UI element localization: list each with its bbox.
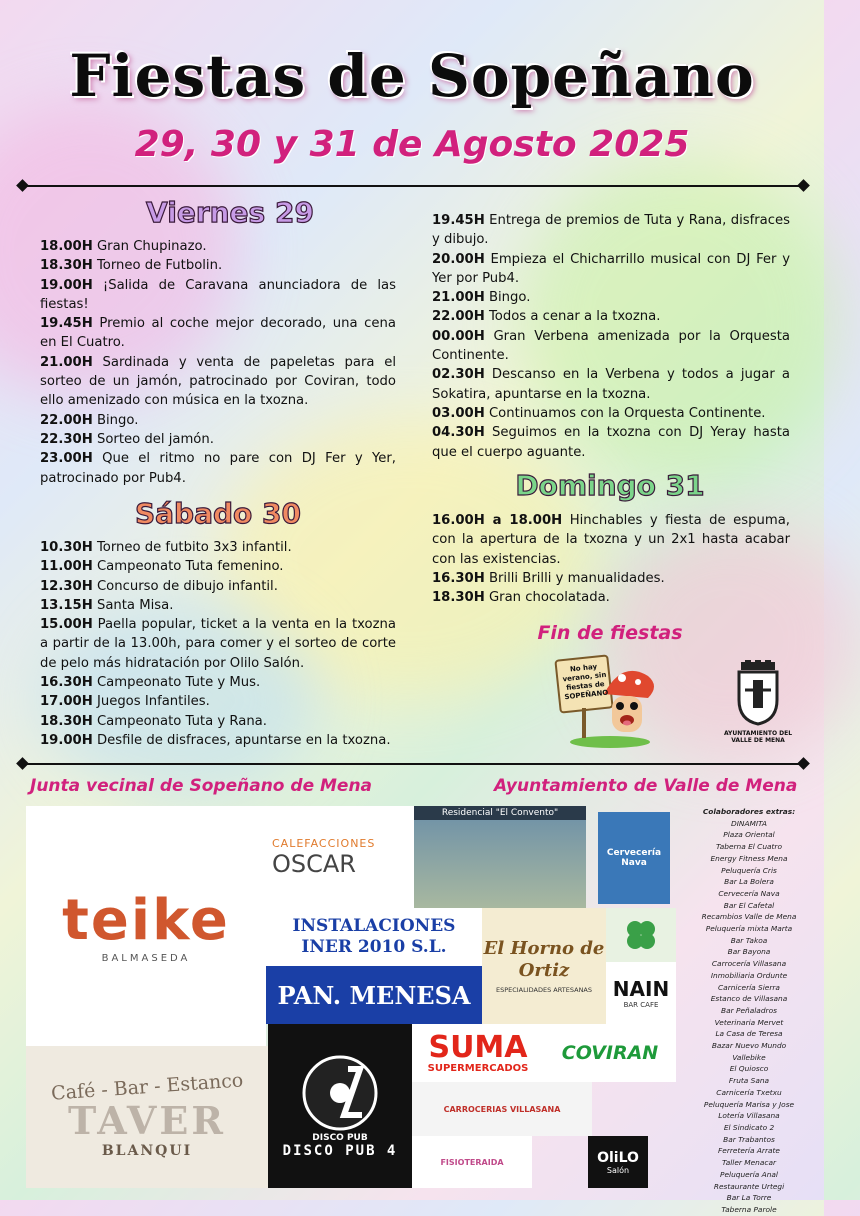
sponsors-collage [26,806,798,1190]
sunday-schedule [432,511,790,607]
bottom-divider [22,763,804,765]
crest-icon [731,660,785,726]
list-item: Peluquería Anal [720,1169,778,1179]
list-item: Carnicería Sierra [718,982,780,992]
list-item: 19.45H Premio al coche mejor decorado, una cena en El Cuatro. [40,316,396,351]
list-item: Bar Takoa [730,935,768,945]
list-item: 16.00H a 18.00H Hinchables y fiesta de espuma, con la apertura de la txozna y un 2x1 hasta acabar con las existencias. [432,513,790,567]
list-item: Peluquería Cris [721,865,777,875]
list-item: 18.30H Campeonato Tuta y Rana. [40,713,267,729]
list-item: Peluquería mixta Marta [705,924,793,934]
friday-schedule [40,237,396,488]
list-item: 17.00H Juegos Infantiles. [40,694,210,710]
mascot-sign-text: No hay verano, sin fiestas de SOPEÑANO [562,662,609,702]
teike-logo: teike BALMASEDA [26,806,266,1046]
list-item: 00.00H Gran Verbena amenizada por la Orquesta Continente. [432,328,791,364]
town-crest [722,660,794,748]
saturday-title: Sábado 30 [135,497,301,530]
coviran-logo: COVIRAN [544,1024,676,1082]
fin-de-fiestas: Fin de fiestas [537,622,683,644]
horno-ortiz-logo: El Horno de Ortiz ESPECIALIDADES ARTESANAS [482,908,606,1024]
poster-title: Fiestas de Sopeñano [69,42,755,110]
suma-logo: SUMA SUPERMERCADOS [412,1024,544,1082]
clover-icon [623,917,659,953]
list-item: 19.00H ¡Salida de Caravana anunciadora de las fiestas! [40,277,396,312]
list-item: 10.30H Torneo de futbito 3x3 infantil. [40,540,292,555]
list-item: Bar El Cafetal [723,900,775,910]
list-item: 16.30H Brilli Brilli y manualidades. [432,570,665,586]
list-item: 02.30H Descanso en la Verbena y todos a jugar a Sokatira, apuntarse en la txozna. [432,367,790,402]
cerveceria-ad: Cervecería Nava [598,812,670,904]
list-item: Cervecería Nava [718,888,780,898]
top-divider [22,185,804,187]
list-item: El Quiosco [729,1064,769,1074]
list-item: DINAMITA [731,818,767,828]
list-item: 11.00H Campeonato Tuta femenino. [40,559,284,575]
list-item: Ferretería Arrate [718,1146,780,1156]
oscar-logo: CALEFACCIONES OSCAR [266,806,414,908]
vinyl-record-icon [300,1053,380,1133]
list-item: 03.00H Continuamos con la Orquesta Continente. [432,405,766,421]
list-item: Energy Fitness Mena [710,853,788,863]
list-item: Bar Peñaladros [721,1005,777,1015]
collab-names [690,818,808,1216]
list-item: Bar La Torre [726,1193,772,1203]
list-item: Vallebike [732,1052,766,1062]
list-item: Peluquería Marisa y Jose [703,1099,795,1109]
list-item: 19.45H Entrega de premios de Tuta y Rana, disfraces y dibujo. [432,213,790,248]
friday-title: Viernes 29 [146,196,314,229]
list-item: Bazar Nuevo Mundo [711,1041,787,1051]
ayuntamiento-label: Ayuntamiento de Valle de Mena [494,776,798,796]
list-item: Taller Menacar [721,1158,777,1168]
list-item: Carnicería Txetxu [716,1087,782,1097]
list-item: Carrocería Villasana [711,959,787,969]
iner-logo: INSTALACIONES INER 2010 S.L. [266,908,482,966]
el-convento-ad: Residencial "El Convento" [414,806,586,908]
list-item: 22.00H Bingo. [40,412,139,428]
list-item: Restaurante Urtegi [713,1181,785,1191]
junta-vecinal-label: Junta vecinal de Sopeñano de Mena [30,776,373,796]
list-item: 15.00H Paella popular, ticket a la venta en la txozna a partir de la 13.00h, para comer y el sorteo de corte de pelo más hidratación por Olilo Salón. [40,617,396,671]
list-item: 16.30H Campeonato Tute y Mus. [40,675,261,691]
sunday-title: Domingo 31 [515,469,705,502]
list-item: Plaza Oriental [723,830,775,840]
list-item: Veterinaria Mervet [714,1017,784,1027]
list-item: 23.00H Que el ritmo no pare con DJ Fer y Yer, patrocinado por Pub4. [40,451,396,486]
list-item: 21.00H Sardinada y venta de papeletas para el sorteo de un jamón, patrocinado por Coviran, todo ello amenizado con música en la txozna. [40,354,396,409]
list-item: 19.00H Desfile de disfraces, apuntarse en la txozna. [40,732,391,748]
carrocerias-ad: CARROCERIAS VILLASANA [412,1082,592,1136]
list-item: Estanco de Villasana [710,994,788,1004]
list-item: 13.15H Santa Misa. [40,597,174,613]
list-item: Fruta Sana [728,1076,770,1086]
green-logo [606,908,676,962]
list-item: Lotería Villasana [718,1111,780,1121]
crest-label: AYUNTAMIENTO DEL VALLE DE MENA [723,730,793,744]
list-item: La Casa de Teresa [715,1029,783,1039]
list-item: Inmobiliaria Ordunte [710,970,788,980]
saturday-schedule [40,538,396,750]
list-item: Recambios Valle de Mena [701,912,797,922]
list-item: 12.30H Concurso de dibujo infantil. [40,578,278,594]
list-item: 18.30H Gran chocolatada. [432,590,610,606]
list-item: Bar Trabantos [723,1134,775,1144]
list-item: 22.30H Sorteo del jamón. [40,431,214,447]
mushroom-mascot-icon [556,652,664,748]
disco-pub-4-logo: DISCO PUB DISCO PUB 4 [268,1024,412,1188]
list-item: 18.30H Torneo de Futbolin. [40,258,223,274]
saturday-night-schedule [432,211,790,462]
taver-blanqui-logo: Café - Bar - Estanco TAVER BLANQUI [26,1046,268,1188]
list-item: Taberna El Cuatro [715,842,782,852]
list-item: Taberna Parole [721,1204,777,1214]
list-item: Bar Bayona [727,947,771,957]
poster-dates: 29, 30 y 31 de Agosto 2025 [134,124,690,165]
list-item: 18.00H Gran Chupinazo. [40,239,207,254]
list-item: 20.00H Empieza el Chicharrillo musical con DJ Fer y Yer por Pub4. [432,251,791,286]
list-item: 22.00H Todos a cenar a la txozna. [432,309,661,325]
fisioteraida-ad: FISIOTERAIDA [412,1136,532,1188]
nain-logo: NAIN BAR CAFE [606,962,676,1024]
list-item: Bar La Bolera [724,877,774,887]
collaborators-title: Colaboradores extras: [702,807,796,816]
list-item: 21.00H Bingo. [432,290,531,306]
list-item: El Sindicato 2 [723,1122,775,1132]
collaborators-list [690,806,808,1214]
pan-menesa-logo: PAN. MENESA [266,966,482,1024]
olilo-salon-logo: OliLO Salón [588,1136,648,1188]
list-item: 04.30H Seguimos en la txozna con DJ Yeray hasta que el cuerpo aguante. [432,425,790,460]
